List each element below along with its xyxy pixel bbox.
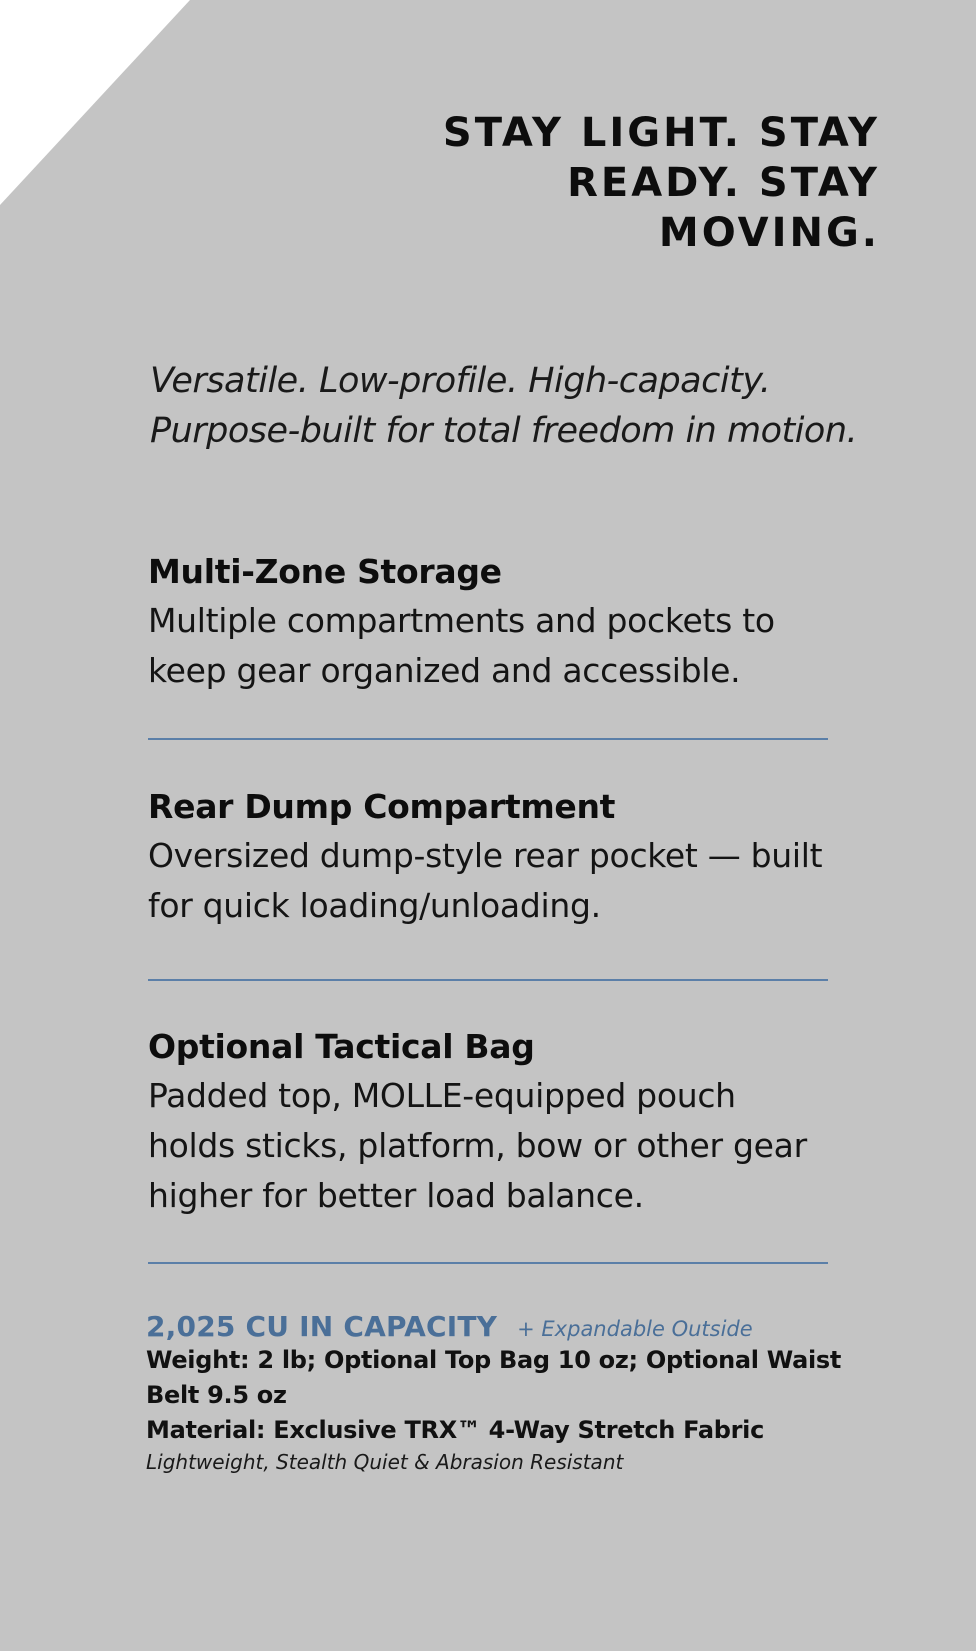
corner-cut-decoration	[0, 0, 190, 205]
specs-block	[146, 1310, 846, 1476]
feature-title: Optional Tactical Bag	[148, 1027, 535, 1066]
feature-optional-tactical-bag	[148, 1023, 848, 1221]
feature-description-line: Multiple compartments and pockets to	[148, 601, 775, 640]
feature-title: Rear Dump Compartment	[148, 787, 616, 826]
section-divider	[148, 979, 828, 981]
capacity-row	[146, 1310, 846, 1343]
weight-spec	[146, 1343, 846, 1413]
feature-description	[148, 1071, 848, 1221]
feature-multi-zone-storage	[148, 548, 848, 696]
feature-description	[148, 831, 848, 931]
feature-description-line: holds sticks, platform, bow or other gear	[148, 1126, 807, 1165]
capacity-value: 2,025 CU IN CAPACITY	[146, 1310, 498, 1343]
weight-spec-line: Weight: 2 lb; Optional Top Bag 10 oz; Optional Waist	[146, 1346, 842, 1374]
section-divider	[148, 1262, 828, 1264]
tagline-line-1: Versatile. Low-profile. High-capacity.	[150, 361, 771, 401]
weight-spec-line: Belt 9.5 oz	[146, 1381, 287, 1409]
tagline-line-2: Purpose-built for total freedom in motion.	[150, 411, 858, 451]
material-spec: Material: Exclusive TRX™ 4-Way Stretch Fabric	[146, 1416, 765, 1444]
feature-description-line: Padded top, MOLLE-equipped pouch	[148, 1076, 736, 1115]
feature-title: Multi-Zone Storage	[148, 552, 502, 591]
headline	[260, 108, 880, 258]
feature-description-line: Oversized dump-style rear pocket — built	[148, 836, 823, 875]
headline-line-1: STAY LIGHT. STAY	[442, 110, 880, 156]
feature-description-line: for quick loading/unloading.	[148, 886, 601, 925]
feature-rear-dump-compartment	[148, 783, 848, 931]
capacity-note: + Expandable Outside	[517, 1317, 753, 1341]
tagline	[150, 356, 890, 456]
headline-line-3: MOVING.	[658, 210, 880, 256]
section-divider	[148, 738, 828, 740]
headline-line-2: READY. STAY	[567, 160, 880, 206]
feature-description	[148, 596, 848, 696]
material-note: Lightweight, Stealth Quiet & Abrasion Resistant	[146, 1450, 624, 1474]
feature-description-line: higher for better load balance.	[148, 1176, 644, 1215]
feature-description-line: keep gear organized and accessible.	[148, 651, 741, 690]
